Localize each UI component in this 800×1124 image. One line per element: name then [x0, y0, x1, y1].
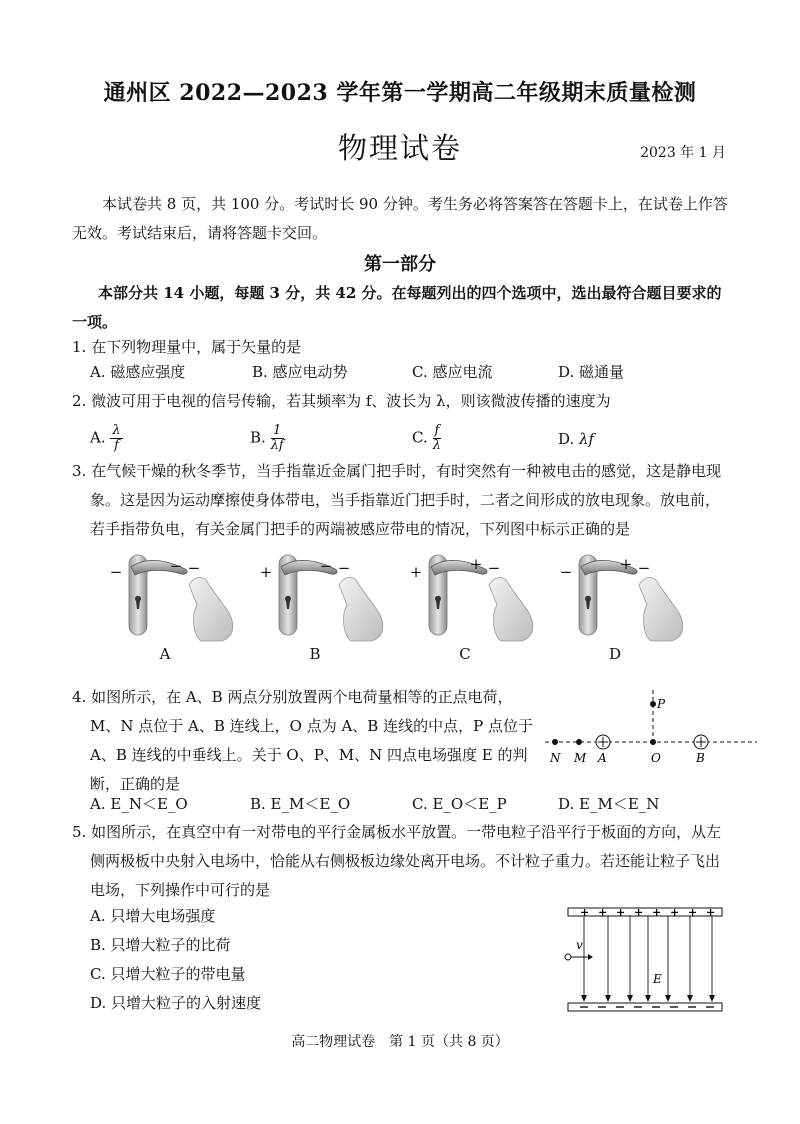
figure-a-right-sign: −	[169, 557, 183, 575]
question-3	[72, 457, 732, 544]
figure-c-finger-sign: −	[487, 559, 501, 577]
question-4-options	[90, 793, 730, 817]
figure-label-b: B	[309, 645, 321, 663]
label-a: A	[598, 751, 607, 765]
option-c[interactable]: C. 只增大粒子的带电量	[90, 965, 246, 983]
question-2-options	[90, 420, 730, 456]
option-c[interactable]: C. E_O＜E_P	[412, 795, 507, 813]
svg-text:+: +	[706, 906, 716, 919]
option-d[interactable]: D. 只增大粒子的入射速度	[90, 994, 262, 1012]
label-p: P	[657, 697, 666, 711]
question-2	[72, 387, 732, 416]
part-note: 本部分共 14 小题，每题 3 分，共 42 分。在每题列出的四个选项中，选出最符合题目要求的一项。	[72, 284, 722, 331]
question-3-stem: 3. 在气候干燥的秋冬季节，当手指靠近金属门把手时，有时突然有一种被电击的感觉，这是静电现象。这是因为运动摩擦使身体带电，当手指靠近门把手时，二者之间形成的放电现象。放电前，若手指带负电，有关金属门把手的两端被感应带电的情况，下列图中标示正确的是	[72, 462, 722, 538]
figure-c-left-sign: +	[409, 563, 423, 581]
option-d[interactable]	[558, 430, 594, 448]
field-arrowheads	[581, 995, 715, 1002]
label-n: N	[550, 751, 561, 765]
svg-text:+: +	[598, 906, 608, 919]
option-d[interactable]: D. E_M＜E_N	[558, 795, 660, 813]
part-title: 第一部分	[364, 254, 436, 275]
label-o: O	[651, 751, 661, 765]
label-b: B	[696, 751, 705, 765]
svg-text:+: +	[670, 906, 680, 919]
question-1-options	[90, 361, 730, 385]
option-b[interactable]	[250, 424, 284, 453]
figure-b-right-sign: −	[319, 557, 333, 575]
svg-text:+: +	[652, 906, 662, 919]
option-label: B.	[250, 428, 266, 447]
figure-label-c: C	[459, 645, 471, 663]
figure-a-finger-sign: −	[187, 559, 201, 577]
question-2-stem: 2. 微波可用于电视的信号传输，若其频率为 f、波长为 λ，则该微波传播的速度为	[72, 392, 611, 410]
option-b[interactable]: B. 只增大粒子的比荷	[90, 936, 231, 954]
option-label: A.	[90, 428, 106, 447]
option-a[interactable]	[90, 424, 123, 453]
exam-instructions: 本试卷共 8 页，共 100 分。考试时长 90 分钟。考生务必将答案答在答题卡上，在试卷上作答无效。考试结束后，请将答题卡交回。	[72, 195, 728, 242]
svg-text:+: +	[688, 906, 698, 919]
point-m	[576, 739, 582, 745]
svg-text:+: +	[580, 906, 590, 919]
fraction-f-over-lambda: $\frac{f}{\lambda}$	[432, 423, 442, 453]
figure-d-right-sign: +	[619, 555, 633, 573]
point-charges-figure	[545, 690, 760, 770]
point-p	[650, 701, 656, 707]
option-a[interactable]: A. 只增大电场强度	[90, 907, 216, 925]
parallel-plates-figure	[560, 905, 730, 1015]
exam-subject: 物理试卷	[337, 131, 462, 165]
exam-date: 2023 年 1 月	[640, 145, 726, 161]
figure-b-left-sign: +	[259, 563, 273, 581]
option-a[interactable]: A. 磁感应强度	[90, 363, 186, 381]
option-label: D.	[558, 430, 575, 448]
figure-a-left-sign: −	[109, 563, 123, 581]
option-c[interactable]: C. 感应电流	[412, 363, 493, 381]
option-d[interactable]: D. 磁通量	[558, 363, 625, 381]
field-label: E	[653, 972, 662, 986]
top-plate	[568, 908, 722, 916]
question-5-stem: 5. 如图所示，在真空中有一对带电的平行金属板水平放置。一带电粒子沿平行于板面的方向，从左侧两极板中央射入电场中，恰能从右侧极板边缘处离开电场。不计粒子重力。若还能让粒子飞出电场，下列操作中可行的是	[72, 823, 722, 899]
option-c[interactable]	[412, 424, 441, 453]
figure-b-finger-sign: −	[337, 559, 351, 577]
question-5	[72, 818, 732, 905]
option-label: C.	[412, 428, 428, 447]
svg-text:+: +	[616, 906, 626, 919]
question-4-stem: 4. 如图所示，在 A、B 两点分别放置两个电荷量相等的正点电荷，M、N 点位于 A、B 连线上，O 点为 A、B 连线的中点，P 点位于 A、B 连线的中垂线上。关于 O、P、M、N 四点电场强度 E 的判断，正确的是	[72, 688, 533, 793]
velocity-label: v	[576, 938, 583, 952]
fraction-one-over-lambda-f: $\frac{1}{\lambda f}$	[270, 423, 284, 453]
bottom-plate	[568, 1003, 722, 1011]
label-m: M	[574, 751, 587, 765]
figure-d-left-sign: −	[559, 563, 573, 581]
point-n	[552, 739, 558, 745]
question-5-options	[90, 902, 390, 1018]
question-4-figure	[545, 690, 760, 770]
option-b[interactable]: B. E_M＜E_O	[250, 795, 351, 813]
field-lines	[584, 916, 712, 1001]
option-a[interactable]: A. E_N＜E_O	[90, 795, 188, 813]
figure-c-right-sign: +	[469, 555, 483, 573]
question-1	[72, 333, 732, 362]
figure-label-a: A	[159, 645, 171, 663]
svg-text:+: +	[634, 906, 644, 919]
figure-d-finger-sign: −	[637, 559, 651, 577]
option-b[interactable]: B. 感应电动势	[252, 363, 348, 381]
question-4	[72, 683, 542, 799]
q3-figure-row	[105, 545, 705, 665]
particle	[565, 954, 571, 960]
option-d-text: λf	[579, 430, 595, 448]
question-5-figure	[560, 905, 730, 1015]
exam-title: 通州区 2022—2023 学年第一学期高二年级期末质量检测	[103, 80, 697, 106]
figure-label-d: D	[608, 645, 622, 663]
page-footer: 高二物理试卷 第 1 页（共 8 页）	[291, 1034, 509, 1050]
fraction-lambda-over-f: $\frac{\lambda}{f}$	[112, 423, 121, 453]
point-o	[650, 739, 656, 745]
question-1-stem: 1. 在下列物理量中，属于矢量的是	[72, 338, 302, 356]
